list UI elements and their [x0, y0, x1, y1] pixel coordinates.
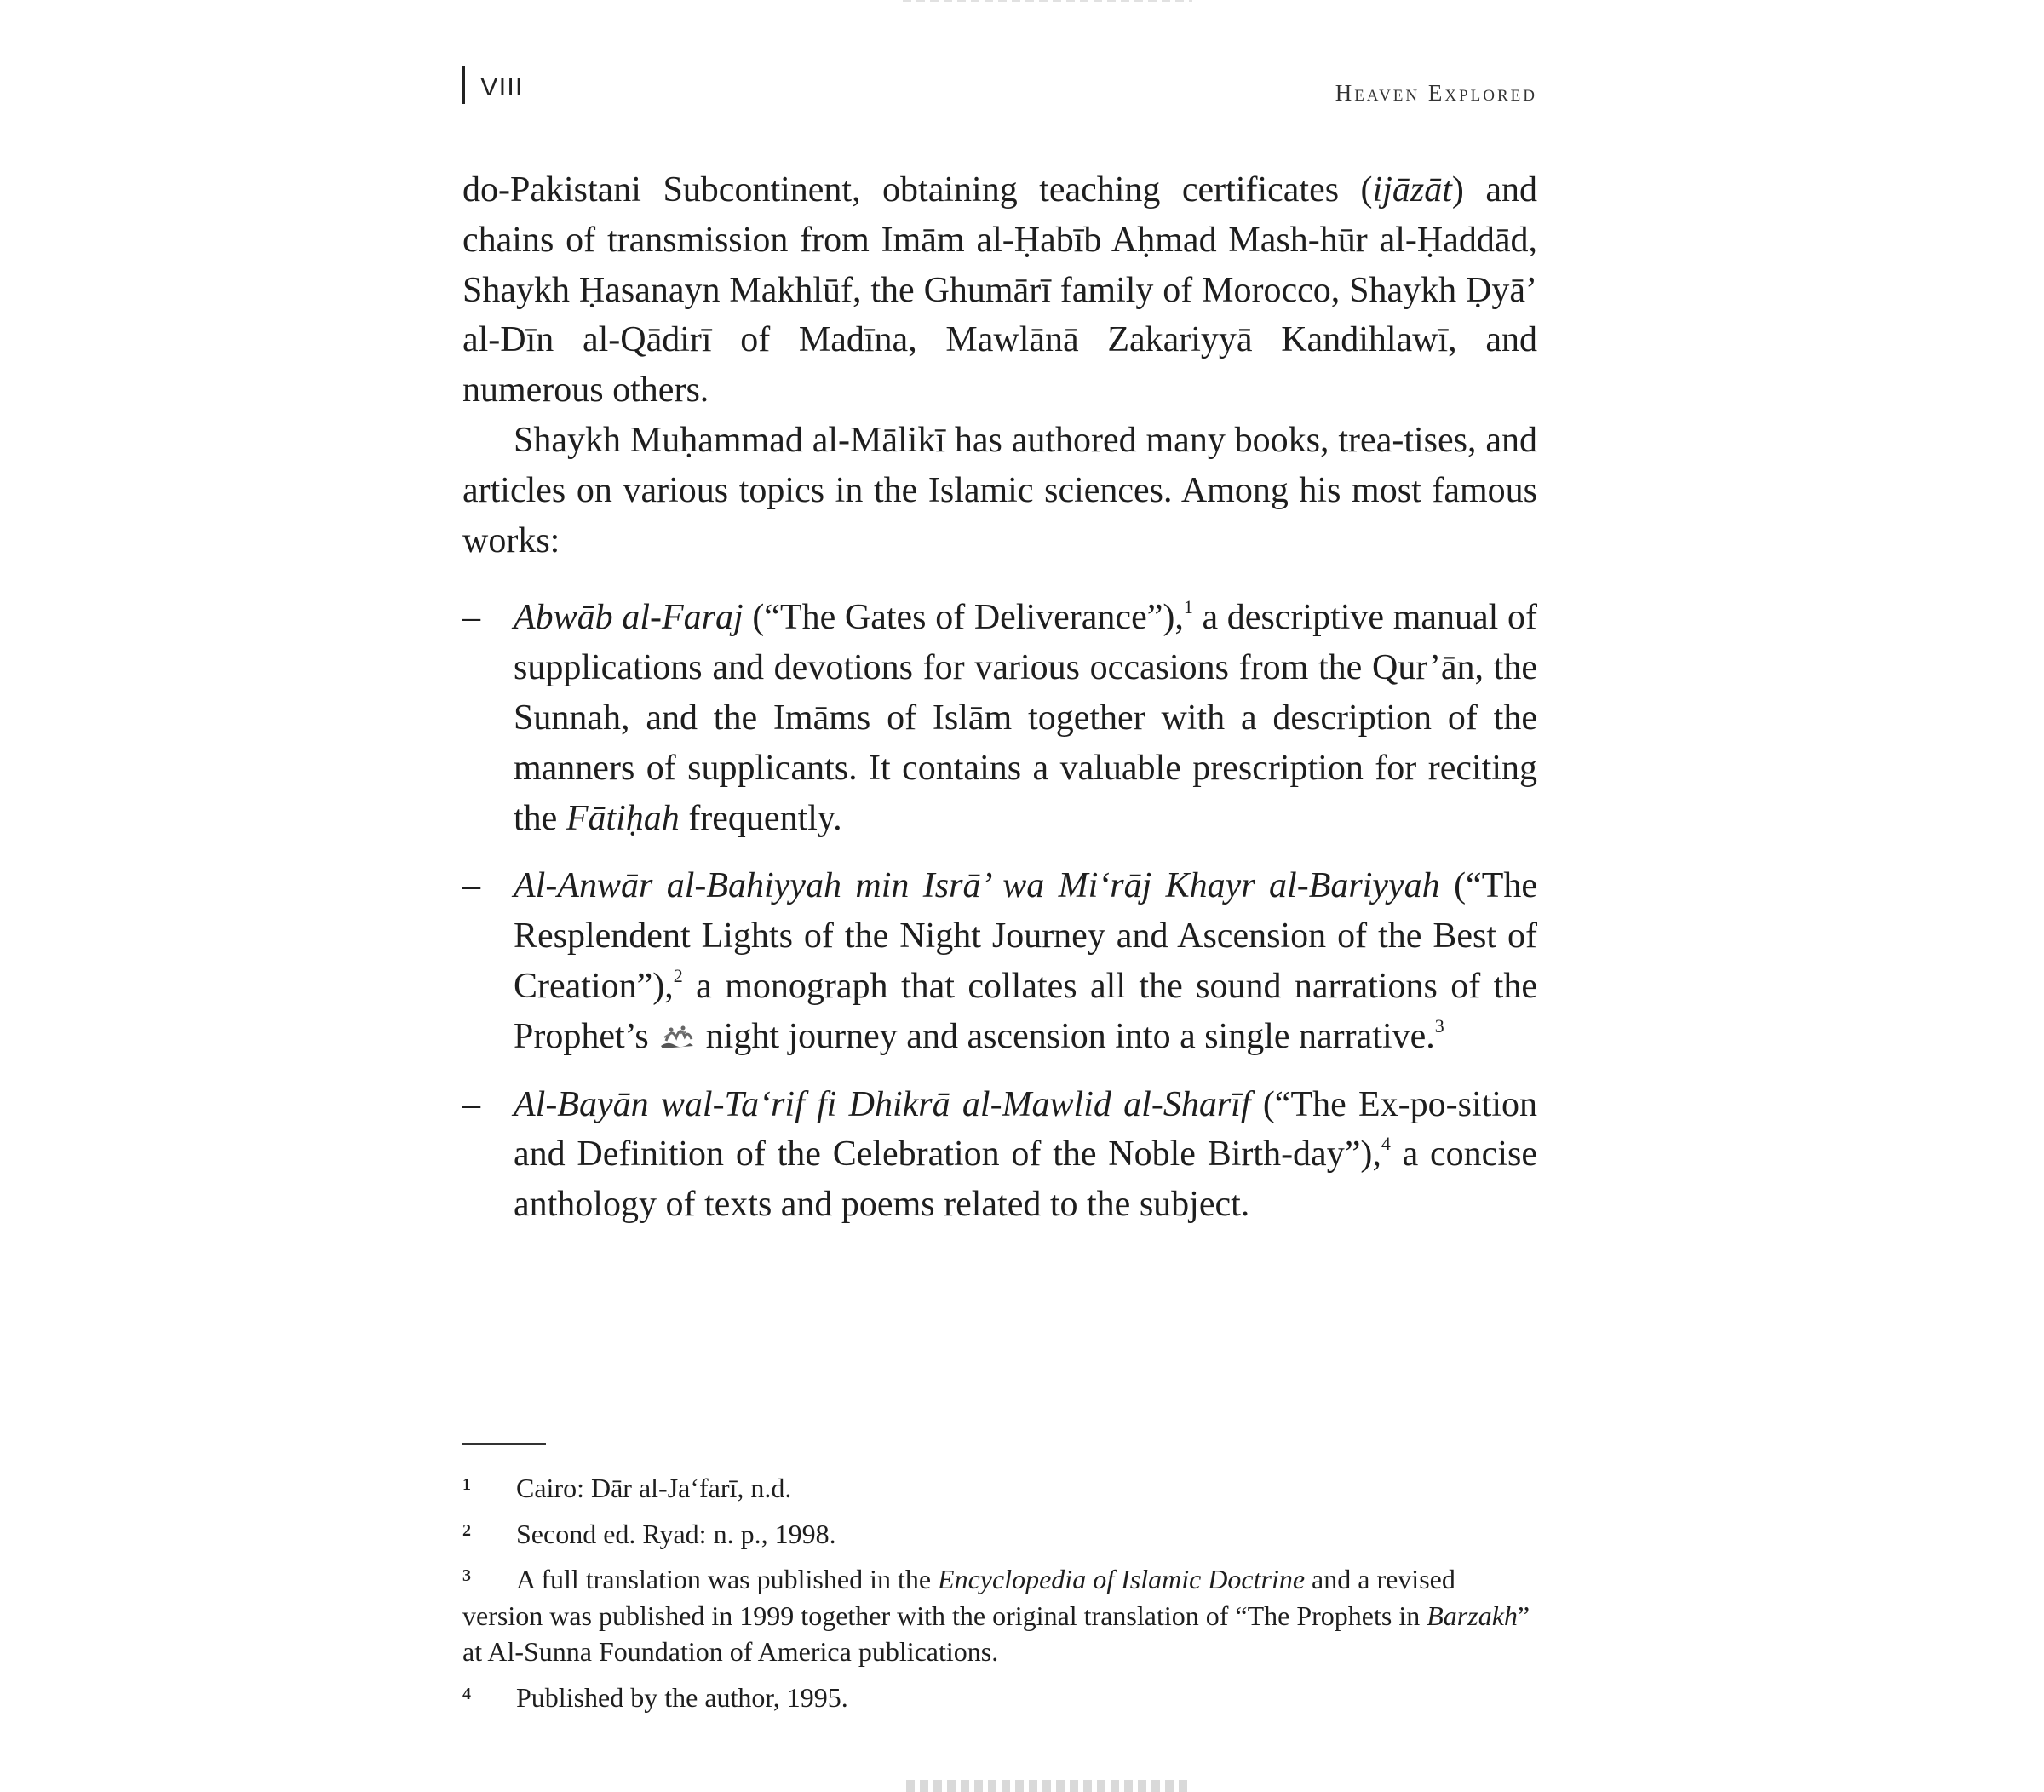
list-dash: –: [462, 598, 480, 638]
work-title: Al-Bayān wal-Ta‘rif fi Dhikrā al-Mawlid al-Sharīf: [514, 1084, 1251, 1124]
footnote-number: 3: [462, 1566, 471, 1585]
work-title: Abwāb al-Faraj: [514, 598, 744, 638]
page-header: [462, 66, 1537, 107]
footnotes: [462, 1470, 1537, 1725]
list-item: – Abwāb al-Faraj (“The Gates of Deliverance”),$^1$ a descriptive manual of supplications and devotions for various occasions from the Qur’ān, the Sunnah, and the Imāms of Islām together with a description of the manners of supplicants. It contains a valuable prescription for reciting the Fātiḥah frequently.: [462, 593, 1537, 843]
term-fatihah: Fātiḥah: [566, 798, 680, 838]
main-text: [462, 165, 1537, 1248]
work-gloss: (“The Ex-po-sition and Definition of the Celebration of the Noble Birth-day”),: [514, 1084, 1538, 1175]
footnote: [462, 1680, 1537, 1716]
list-dash: –: [462, 866, 480, 906]
footnote: [462, 1516, 1537, 1553]
footnote-text: Second ed. Ryad: n. p., 1998.: [516, 1518, 836, 1549]
salawat-calligraphy-icon: [657, 1022, 697, 1051]
term-ijazat: ijāzāt: [1372, 170, 1452, 210]
works-list: [462, 593, 1537, 1230]
footnote-ref[interactable]: 2: [673, 964, 683, 986]
footnote-number: 2: [462, 1520, 471, 1540]
footnote-rule: [462, 1443, 546, 1445]
bleed-through-text-bottom: [906, 1780, 1187, 1792]
header-rule: [462, 66, 465, 104]
book-page: [462, 0, 1537, 1789]
footnote-text: Published by the author, 1995.: [516, 1681, 848, 1713]
work-gloss: (“The Gates of Deliverance”),: [743, 598, 1184, 638]
footnote-number: 4: [462, 1684, 471, 1703]
footnote-text: A full translation was published in the Encyclopedia of Islamic Doctrine and a revised version was published in 1999 together with the original translation of “The Prophets in Barzakh” at Al-Sunna Foundation of America publications.: [462, 1564, 1530, 1667]
paragraph-2: Shaykh Muḥammad al-Mālikī has authored many books, trea-tises, and articles on various topics in the Islamic sciences. Among his most famous works:: [462, 420, 1537, 560]
footnote-ref[interactable]: 1: [1183, 596, 1193, 618]
footnote-text: Cairo: Dār al-Ja‘farī, n.d.: [516, 1473, 792, 1503]
page-number: VIII: [480, 72, 524, 101]
work-title: Al-Anwār al-Bahiyyah min Isrā’ wa Mi‘rāj Khayr al-Bariyyah: [514, 866, 1440, 906]
footnote: [462, 1561, 1537, 1670]
list-item: – Al-Anwār al-Bahiyyah min Isrā’ wa Mi‘rāj Khayr al-Bariyyah (“The Resplendent Lights of the Night Journey and Ascension of the Best of Creation”),$^2$ a monograph that collates all the sound narrations of the Prophet’s night journey and ascension into a single narrative.$^3$: [462, 861, 1537, 1061]
work-gloss: (“The Resplendent Lights of the Night Journey and Ascension of the Best of Creation”),: [514, 866, 1537, 1006]
footnote: [462, 1470, 1537, 1507]
list-item: – Al-Bayān wal-Ta‘rif fi Dhikrā al-Mawlid al-Sharīf (“The Ex-po-sition and Definition of the Celebration of the Noble Birth-day”),$^4$ a concise anthology of texts and poems related to the subject.: [462, 1080, 1537, 1230]
footnote-ref[interactable]: 4: [1381, 1133, 1391, 1155]
footnote-number: 1: [462, 1475, 471, 1494]
running-head: Heaven Explored: [1335, 80, 1537, 106]
footnote-ref[interactable]: 3: [1434, 1014, 1444, 1037]
list-dash: –: [462, 1084, 480, 1124]
paragraph-1: do-Pakistani Subcontinent, obtaining teaching certificates (ijāzāt) and chains of transmission from Imām al-Ḥabīb Aḥmad Mash-hūr al-Ḥaddād, Shaykh Ḥasanayn Makhlūf, the Ghumārī family of Morocco, Shaykh Ḍyā’ al-Dīn al-Qādirī of Madīna, Mawlānā Zakariyyā Kandihlawī, and numerous others.: [462, 170, 1537, 411]
